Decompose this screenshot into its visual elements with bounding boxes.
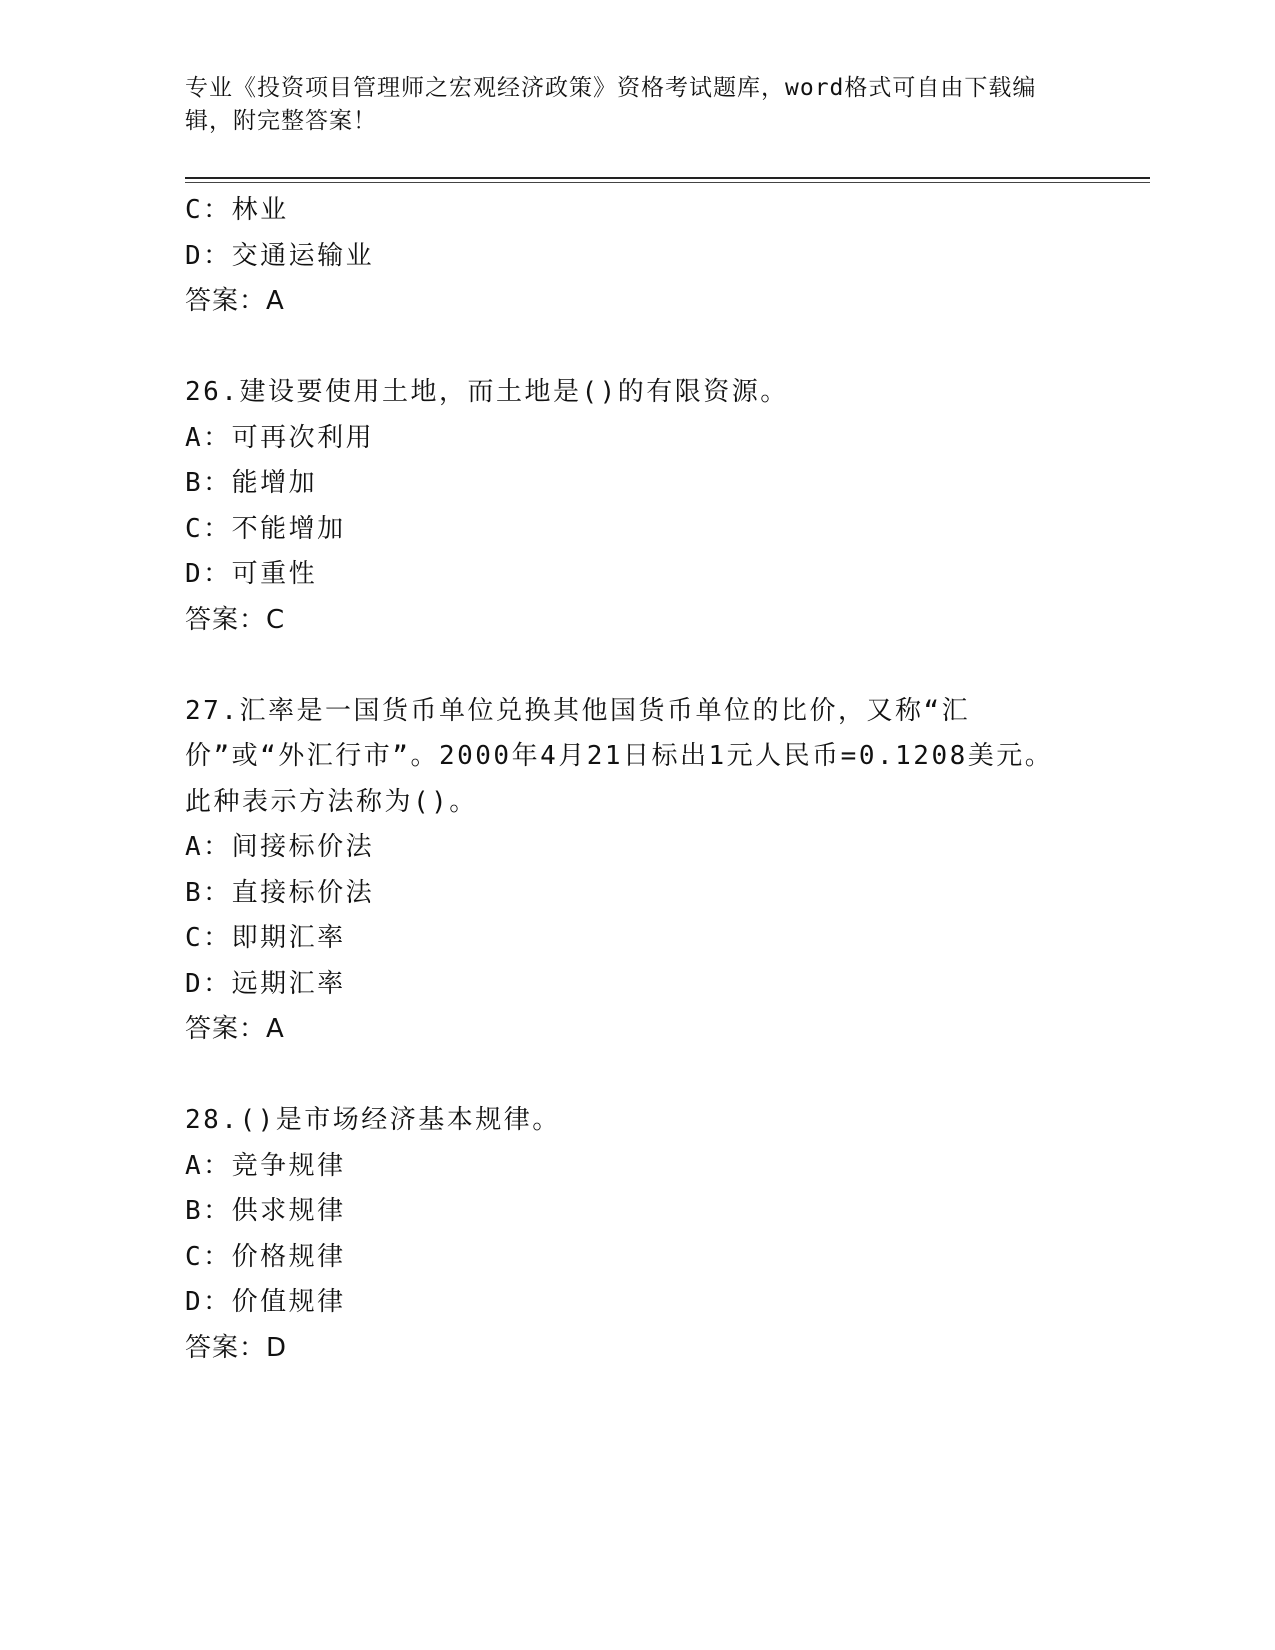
- option-c: C：即期汇率: [185, 923, 346, 953]
- option-d: D：可重性: [185, 559, 318, 589]
- question-list: [185, 188, 1075, 1371]
- option-a: A：竞争规律: [185, 1150, 346, 1181]
- option-a: A：可再次利用: [185, 422, 375, 453]
- header-divider-thick: [185, 177, 1150, 179]
- question-stem: 28.()是市场经济基本规律。: [185, 1105, 561, 1135]
- question-stem: 26.建设要使用土地，而土地是()的有限资源。: [185, 377, 789, 407]
- option-b: B：供求规律: [185, 1196, 346, 1226]
- question-27: [185, 689, 1075, 1053]
- option-d: D：远期汇率: [185, 968, 346, 999]
- option-c: C：林业: [185, 195, 289, 225]
- option-b: B：直接标价法: [185, 877, 375, 908]
- page-header: 专业《投资项目管理师之宏观经济政策》资格考试题库，word格式可自由下载编辑，附完整答案！: [185, 75, 1037, 134]
- option-d: D：价值规律: [185, 1287, 346, 1317]
- question-28: [185, 1098, 1075, 1371]
- answer: 答案：A: [185, 1014, 285, 1044]
- answer: 答案：D: [185, 1332, 288, 1363]
- option-c: C：不能增加: [185, 513, 346, 544]
- option-a: A：间接标价法: [185, 832, 375, 862]
- spacer: [185, 1053, 1075, 1099]
- spacer: [185, 643, 1075, 689]
- option-d: D：交通运输业: [185, 240, 375, 271]
- question-25-tail: [185, 188, 1075, 325]
- header-divider-thin: [185, 182, 1150, 183]
- question-stem: 27.汇率是一国货币单位兑换其他国货币单位的比价，又称“汇价”或“外汇行市”。2000年4月21日标出1元人民币=0.1208美元。此种表示方法称为()。: [185, 695, 1054, 817]
- answer: 答案：C: [185, 604, 286, 635]
- option-b: B：能增加: [185, 468, 318, 498]
- question-26: [185, 370, 1075, 643]
- spacer: [185, 325, 1075, 371]
- option-c: C：价格规律: [185, 1241, 346, 1272]
- answer: 答案：A: [185, 286, 285, 316]
